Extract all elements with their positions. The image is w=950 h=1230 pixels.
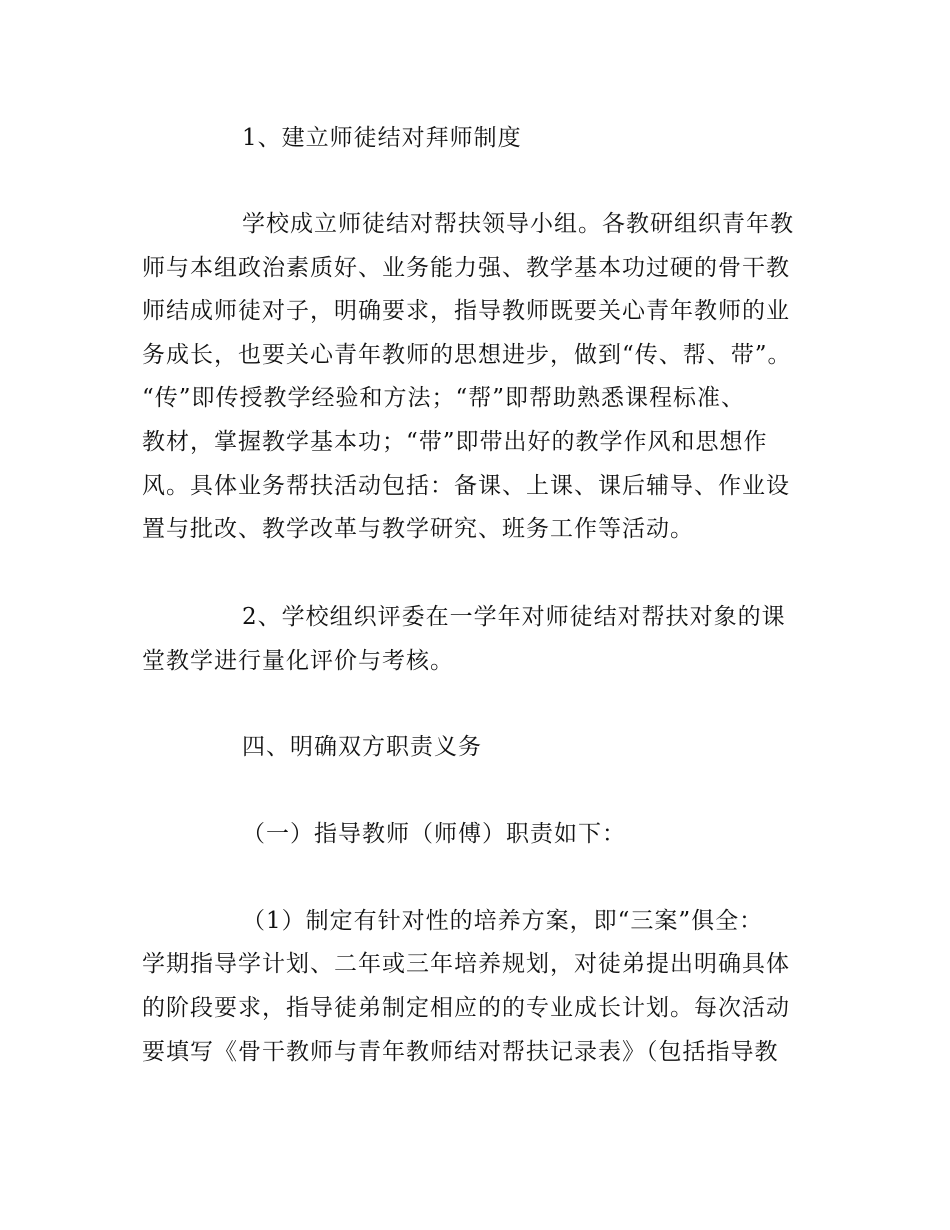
paragraph-line: 师结成师徒对子，明确要求，指导教师既要关心青年教师的业 bbox=[142, 298, 790, 324]
paragraph-line: （1）制定有针对性的培养方案，即“三案”俱全： bbox=[242, 908, 764, 934]
paragraph-line: 风。具体业务帮扶活动包括：备课、上课、课后辅导、作业设 bbox=[142, 473, 790, 499]
paragraph-line: 置与批改、教学改革与教学研究、班务工作等活动。 bbox=[142, 516, 694, 542]
paragraph-line: 学期指导学计划、二年或三年培养规划，对徒弟提出明确具体 bbox=[142, 951, 790, 977]
paragraph-line: 2、学校组织评委在一学年对师徒结对帮扶对象的课 bbox=[242, 604, 786, 630]
heading-mentorship-system: 1、建立师徒结对拜师制度 bbox=[242, 125, 522, 151]
paragraph-line: 要填写《骨干教师与青年教师结对帮扶记录表》（包括指导教 bbox=[142, 1039, 779, 1065]
paragraph-line: “传”即传授教学经验和方法；“帮”即帮助熟悉课程标准、 bbox=[142, 385, 746, 411]
paragraph-line: 堂教学进行量化评价与考核。 bbox=[142, 648, 454, 674]
heading-mentor-duties: （一）指导教师（师傅）职责如下： bbox=[242, 821, 626, 847]
heading-duties: 四、明确双方职责义务 bbox=[242, 734, 482, 760]
paragraph-line: 学校成立师徒结对帮扶领导小组。各教研组织青年教 bbox=[242, 211, 794, 237]
paragraph-line: 教材，掌握教学基本功；“带”即带出好的教学作风和思想作 bbox=[142, 429, 768, 455]
paragraph-line: 师与本组政治素质好、业务能力强、教学基本功过硬的骨干教 bbox=[142, 255, 790, 281]
paragraph-line: 的阶段要求，指导徒弟制定相应的的专业成长计划。每次活动 bbox=[142, 995, 790, 1021]
paragraph-line: 务成长，也要关心青年教师的思想进步，做到“传、帮、带”。 bbox=[142, 342, 792, 368]
